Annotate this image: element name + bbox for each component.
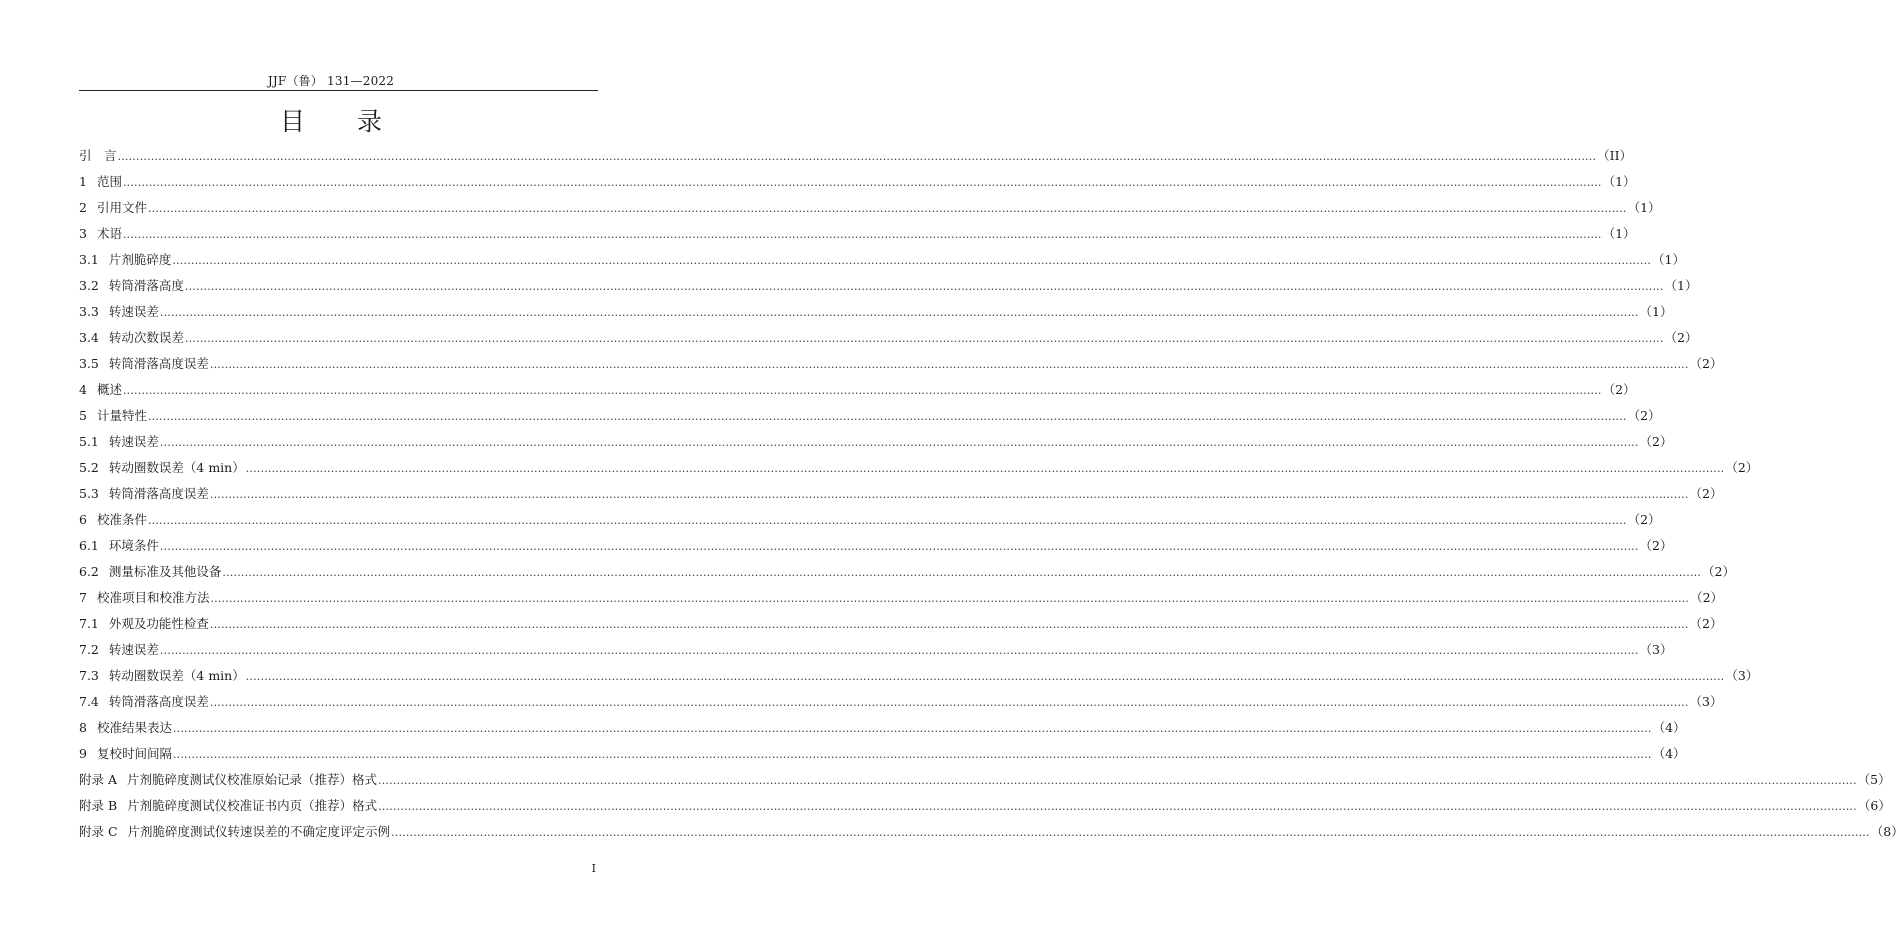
toc-entry-number: 7.3 <box>79 668 99 683</box>
toc-entry-title: 外观及功能性检查 <box>108 616 209 631</box>
toc-leader-dots: ................................................................................................................................................................................................................................................................................................................................................................................................................ <box>245 462 1725 475</box>
toc-entry-title: 术语 <box>96 226 122 241</box>
toc-entry-page: （2） <box>1690 590 1724 605</box>
toc-entry <box>79 377 1636 403</box>
toc-entry <box>79 559 1735 585</box>
toc-entry <box>79 325 1698 351</box>
toc-entry-title: 片剂脆碎度测试仪校准证书内页（推荐）格式 <box>127 798 378 813</box>
toc-leader-dots: ................................................................................................................................................................................................................................................................................................................................................................................................................ <box>209 358 1689 371</box>
toc-leader-dots: ................................................................................................................................................................................................................................................................................................................................................................................................................ <box>147 514 1627 527</box>
toc-entry <box>79 299 1673 325</box>
toc-leader-dots: ................................................................................................................................................................................................................................................................................................................................................................................................................ <box>147 410 1627 423</box>
toc-leader-dots: ................................................................................................................................................................................................................................................................................................................................................................................................................ <box>122 384 1602 397</box>
toc-entry-number: 8 <box>79 720 87 735</box>
toc-entry-title: 计量特性 <box>96 408 147 423</box>
toc-entry-page: （2） <box>1664 330 1698 345</box>
toc-entry-title: 环境条件 <box>108 538 159 553</box>
toc-entry-page: （1） <box>1602 174 1636 189</box>
toc-entry-page: （8） <box>1870 824 1904 839</box>
toc-entry <box>79 533 1673 559</box>
toc-leader-dots: ................................................................................................................................................................................................................................................................................................................................................................................................................ <box>209 696 1689 709</box>
toc-leader-dots: ................................................................................................................................................................................................................................................................................................................................................................................................................ <box>378 774 1857 787</box>
header-rule <box>79 90 598 91</box>
toc-entry-page: （6） <box>1857 798 1891 813</box>
toc-entry-title: 范围 <box>96 174 122 189</box>
table-of-contents <box>79 143 1904 845</box>
toc-entry-page: （2） <box>1689 486 1723 501</box>
toc-entry-page: （1） <box>1652 252 1685 267</box>
toc-entry <box>79 689 1723 715</box>
toc-entry-number: 3.2 <box>79 278 99 293</box>
toc-entry-title: 转筒滑落高度 <box>108 278 184 293</box>
toc-entry-page: （1） <box>1602 226 1636 241</box>
toc-entry <box>79 403 1661 429</box>
toc-entry-page: （4） <box>1652 746 1686 761</box>
toc-entry-page: （1） <box>1639 304 1673 319</box>
toc-entry-page: （5） <box>1857 772 1891 787</box>
toc-entry <box>79 793 1891 819</box>
toc-entry-title: 校准项目和校准方法 <box>96 590 210 605</box>
toc-entry <box>79 507 1661 533</box>
toc-entry-number: 5 <box>79 408 87 423</box>
toc-entry-title: 测量标准及其他设备 <box>108 564 222 579</box>
toc-entry-number: 附录 A <box>79 772 118 787</box>
toc-leader-dots: ................................................................................................................................................................................................................................................................................................................................................................................................................ <box>209 618 1689 631</box>
toc-entry <box>79 247 1685 273</box>
toc-entry <box>79 611 1723 637</box>
page-title <box>0 102 662 138</box>
toc-entry <box>79 221 1636 247</box>
document-header: JJF（鲁） 131—2022 <box>267 74 395 88</box>
toc-entry <box>79 741 1686 767</box>
toc-entry-number: 附录 C <box>79 824 118 839</box>
toc-entry <box>79 429 1673 455</box>
toc-entry-title: 引用文件 <box>96 200 147 215</box>
toc-entry-number: 1 <box>79 174 87 189</box>
toc-entry <box>79 455 1759 481</box>
toc-entry-page: （4） <box>1652 720 1686 735</box>
toc-entry-number: 5.2 <box>79 460 99 475</box>
toc-leader-dots: ................................................................................................................................................................................................................................................................................................................................................................................................................ <box>117 150 1597 163</box>
toc-entry-title: 转动次数误差 <box>108 330 184 345</box>
toc-entry-number: 3.4 <box>79 330 99 345</box>
toc-entry-page: （1） <box>1664 278 1698 293</box>
toc-entry <box>79 169 1636 195</box>
toc-entry-title: 片剂脆碎度测试仪校准原始记录（推荐）格式 <box>127 772 378 787</box>
toc-entry-title: 复校时间间隔 <box>96 746 172 761</box>
toc-leader-dots: ................................................................................................................................................................................................................................................................................................................................................................................................................ <box>159 540 1639 553</box>
toc-entry-page: （2） <box>1639 434 1673 449</box>
toc-entry-title: 转动圈数误差（4 min） <box>108 668 245 683</box>
toc-entry-title: 转速误差 <box>108 434 159 449</box>
page-number: I <box>591 862 596 875</box>
toc-entry <box>79 585 1724 611</box>
toc-entry-title: 转动圈数误差（4 min） <box>108 460 245 475</box>
toc-entry-number: 5.1 <box>79 434 99 449</box>
toc-entry-number: 6 <box>79 512 87 527</box>
toc-entry-page: （2） <box>1602 382 1636 397</box>
toc-entry <box>79 481 1723 507</box>
toc-entry-page: （1） <box>1627 200 1661 215</box>
toc-leader-dots: ................................................................................................................................................................................................................................................................................................................................................................................................................ <box>184 280 1664 293</box>
toc-entry-title: 转筒滑落高度误差 <box>108 486 209 501</box>
toc-leader-dots: ................................................................................................................................................................................................................................................................................................................................................................................................................ <box>172 254 1652 267</box>
toc-entry-number: 7.4 <box>79 694 99 709</box>
toc-entry-title: 概述 <box>96 382 122 397</box>
toc-leader-dots: ................................................................................................................................................................................................................................................................................................................................................................................................................ <box>122 176 1602 189</box>
toc-entry-number: 6.1 <box>79 538 99 553</box>
toc-entry-page: （3） <box>1725 668 1759 683</box>
toc-leader-dots: ................................................................................................................................................................................................................................................................................................................................................................................................................ <box>209 488 1689 501</box>
toc-entry-title: 校准条件 <box>96 512 147 527</box>
toc-entry-number: 2 <box>79 200 87 215</box>
toc-leader-dots: ................................................................................................................................................................................................................................................................................................................................................................................................................ <box>172 722 1652 735</box>
toc-leader-dots: ................................................................................................................................................................................................................................................................................................................................................................................................................ <box>122 228 1602 241</box>
toc-entry-title: 转筒滑落高度误差 <box>108 356 209 371</box>
toc-entry <box>79 195 1661 221</box>
toc-leader-dots: ................................................................................................................................................................................................................................................................................................................................................................................................................ <box>391 826 1870 839</box>
toc-entry-title: 转速误差 <box>108 304 159 319</box>
toc-leader-dots: ................................................................................................................................................................................................................................................................................................................................................................................................................ <box>172 748 1652 761</box>
toc-entry-title: 转筒滑落高度误差 <box>108 694 209 709</box>
toc-leader-dots: ................................................................................................................................................................................................................................................................................................................................................................................................................ <box>245 670 1725 683</box>
toc-entry <box>79 767 1891 793</box>
toc-entry-page: （2） <box>1639 538 1673 553</box>
toc-entry-number: 9 <box>79 746 87 761</box>
toc-entry <box>79 637 1673 663</box>
toc-entry-number: 3.1 <box>79 252 99 267</box>
toc-entry-number: 引 言 <box>79 148 117 163</box>
toc-entry-page: （2） <box>1702 564 1735 579</box>
toc-entry-page: （2） <box>1725 460 1759 475</box>
toc-entry-title: 校准结果表达 <box>96 720 172 735</box>
toc-entry-number: 6.2 <box>79 564 99 579</box>
toc-leader-dots: ................................................................................................................................................................................................................................................................................................................................................................................................................ <box>159 644 1639 657</box>
toc-leader-dots: ................................................................................................................................................................................................................................................................................................................................................................................................................ <box>159 436 1639 449</box>
toc-leader-dots: ................................................................................................................................................................................................................................................................................................................................................................................................................ <box>184 332 1664 345</box>
toc-entry-number: 3.5 <box>79 356 99 371</box>
toc-entry <box>79 819 1904 845</box>
toc-entry <box>79 663 1759 689</box>
toc-entry-number: 7.1 <box>79 616 99 631</box>
toc-entry <box>79 351 1723 377</box>
title-char-1: 目 <box>279 107 305 136</box>
toc-entry-title: 片剂脆碎度 <box>108 252 172 267</box>
toc-entry-number: 3.3 <box>79 304 99 319</box>
toc-entry-page: （3） <box>1689 694 1723 709</box>
toc-entry <box>79 273 1698 299</box>
toc-entry <box>79 715 1686 741</box>
toc-entry-number: 3 <box>79 226 87 241</box>
toc-entry-title: 转速误差 <box>108 642 159 657</box>
toc-leader-dots: ................................................................................................................................................................................................................................................................................................................................................................................................................ <box>378 800 1857 813</box>
toc-entry-page: （3） <box>1639 642 1673 657</box>
toc-entry-number: 5.3 <box>79 486 99 501</box>
toc-entry-number: 附录 B <box>79 798 118 813</box>
toc-entry-number: 7 <box>79 590 87 605</box>
toc-leader-dots: ................................................................................................................................................................................................................................................................................................................................................................................................................ <box>159 306 1639 319</box>
toc-entry-page: （2） <box>1627 512 1661 527</box>
toc-entry-number: 7.2 <box>79 642 99 657</box>
toc-leader-dots: ................................................................................................................................................................................................................................................................................................................................................................................................................ <box>210 592 1690 605</box>
toc-entry-page: （2） <box>1627 408 1661 423</box>
toc-leader-dots: ................................................................................................................................................................................................................................................................................................................................................................................................................ <box>222 566 1702 579</box>
toc-entry-title: 片剂脆碎度测试仪转速误差的不确定度评定示例 <box>127 824 391 839</box>
toc-entry-page: （2） <box>1689 616 1723 631</box>
toc-entry-page: （II） <box>1597 148 1633 163</box>
toc-entry-page: （2） <box>1689 356 1723 371</box>
toc-leader-dots: ................................................................................................................................................................................................................................................................................................................................................................................................................ <box>147 202 1627 215</box>
title-char-2: 录 <box>357 107 383 136</box>
toc-entry-number: 4 <box>79 382 87 397</box>
toc-entry <box>79 143 1633 169</box>
